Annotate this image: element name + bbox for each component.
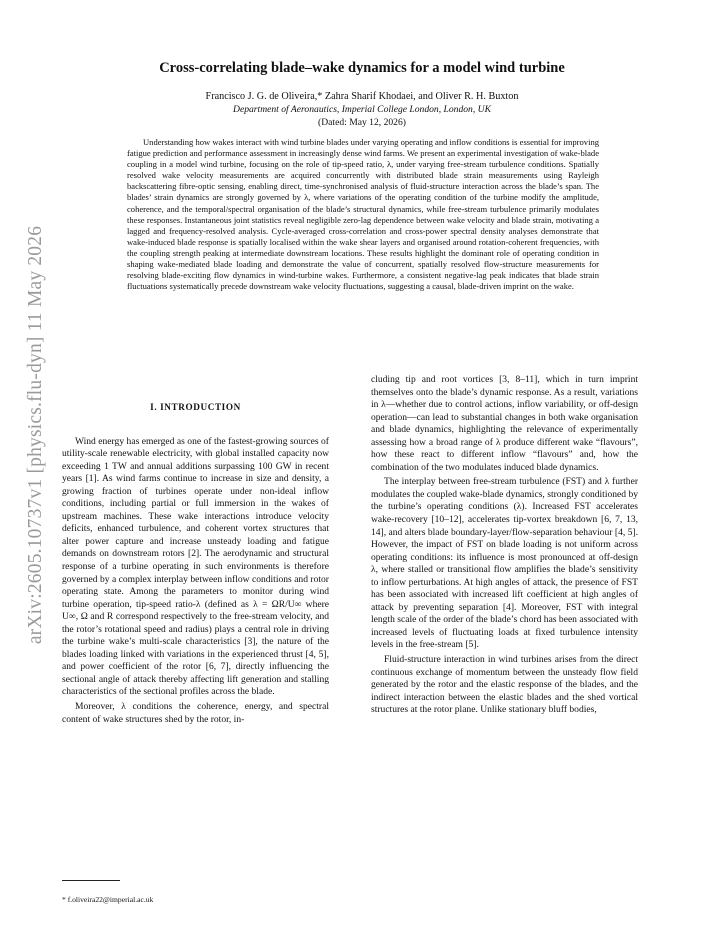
right-column xyxy=(371,374,638,717)
footnote-email: * f.oliveira22@imperial.ac.uk xyxy=(62,895,154,904)
date-line: (Dated: May 12, 2026) xyxy=(318,117,406,128)
intro-paragraph-2: Moreover, λ conditions the coherence, energy, and spectral content of wake structures shed by the rotor, in- xyxy=(62,701,329,725)
section-heading: I. INTRODUCTION xyxy=(150,402,241,412)
author-list: Francisco J. G. de Oliveira,* Zahra Sharif Khodaei, and Oliver R. H. Buxton xyxy=(205,91,519,102)
left-column xyxy=(62,401,329,726)
intro-paragraph-3: The interplay between free-stream turbulence (FST) and λ further modulates the coupled wake-blade dynamics, strongly conditioned by the turbine’s operating conditions (λ). Increased FST accelerates wake-recovery [10–12], accelerates tip-vortex breakdown [6, 7, 13, 14], and alters blade boundary-layer/flow-separation behaviour [4, 5]. However, the impact of FST on blade loading is not uniform across operating conditions: its influence is most pronounced at off-design λ, where stalled or transitional flow amplifies the blade’s sensitivity to inflow perturbations. At high angles of attack, the presence of FST has been associated with increased lift coefficient at high angles of attack by preventing separation [4]. Moreover, FST with integral length scale of the order of the blade’s chord has been associated with increased levels of fluctuating loads at fixed turbulence intensity levels in the free-stream [5]. xyxy=(371,476,638,651)
affiliation: Department of Aeronautics, Imperial College London, London, UK xyxy=(233,104,491,115)
footnote-rule xyxy=(62,880,120,881)
intro-paragraph-1: Wind energy has emerged as one of the fastest-growing sources of utility-scale renewable electricity, with global installed capacity now exceeding 1 TW and annual additions surpassing 100 GW in recent years [1]. As wind farms continue to increase in size and density, a growing fraction of turbines operate under non-ideal inflow conditions, including partial or full immersion in the wakes of upstream machines. These wake interactions introduce velocity deficits, enhanced turbulence, and coherent vortex structures that alter power capture and increase unsteady loading and fatigue demands on downstream rotors [2]. The aerodynamic and structural response of a turbine operating in such environments is therefore governed by a complex interplay between inflow conditions and rotor operating state. Among the parameters to monitor during wind turbine operation, tip-speed ratio-λ (defined as λ = ΩR/U∞ where U∞, Ω and R correspond respectively to the free-stream velocity, and the rotor’s rotational speed and radius) plays a central role in driving the turbine wake’s multi-scale characteristics [3], the nature of the blades loading linked with variations in the experienced thrust [4, 5], and power coefficient of the rotor [6, 7], directly influencing the sectional angle of attack thereby affecting lift generation and stalling characteristics of the sectional profiles across the blade. xyxy=(62,435,329,698)
intro-paragraph-4: Fluid-structure interaction in wind turbines arises from the direct continuous exchange of momentum between the unsteady flow field generated by the rotor and the elastic response of the blades, and the indirect interaction between the elastic blades and the shed vortical structures at the rotor plane. Unlike stationary bluff bodies, xyxy=(371,654,638,716)
intro-paragraph-2-cont: cluding tip and root vortices [3, 8–11], which in turn imprint themselves onto the blade’s dynamic response. As a result, variations in λ—whether due to control actions, inflow variability, or off-design operation—can lead to substantial changes in both wake organisation and blade dynamics, highlighting the relevance of experimentally assessing how a broad range of λ produce different wake “flavours”, how these react to different inflow “flavours” and, how the combination of the two modulates induced blade dynamics. xyxy=(371,374,638,473)
paper-title: Cross-correlating blade–wake dynamics for a model wind turbine xyxy=(159,60,565,76)
arxiv-stamp xyxy=(8,225,64,645)
arxiv-stamp-text: arXiv:2605.10737v1 [physics.flu-dyn] 11 May 2026 xyxy=(25,225,46,645)
abstract: Understanding how wakes interact with wind turbine blades under varying operating and inflow conditions is essential for improving fatigue prediction and performance assessment in increasingly dense wind farms. We present an experimental investigation of wake-blade coupling in a model wind turbine, focusing on the role of tip-speed ratio, λ, under varying free-stream turbulence conditions. Spatially resolved wake velocity measurements are acquired concurrently with distributed blade strain measurements using Rayleigh backscattering fibre-optic sensing, enabling direct, time-synchronised analysis of fluid-structure interaction across the blade’s span. The blades’ strain dynamics are strongly governed by λ, where variations of the operating condition of the turbine modify the amplitude, coherence, and the temporal/spectral organisation of the blade’s structural dynamics, while free-stream turbulence primarily modulates these responses. Instantaneous joint statistics reveal negligible zero-lag dependence between wake velocity and blade strain, motivating a lagged and frequency-resolved analysis. Cycle-averaged cross-correlation and cross-power spectral density analyses demonstrate that wake-induced blade response is spatially localised within the wake shear layers and organised around rotation-coherent frequencies, with the coupling strength peaking at intermediate downstream locations. These results highlight the dominant role of operating condition in shaping wake-mediated blade loading and demonstrate the value of concurrent, spatially resolved flow-structure measurements for resolving blade-exciting flow dynamics in wind-turbine wakes. Furthermore, a consistent negative-lag peak indicates that blade strain fluctuations systematically precede downstream wake velocity fluctuations, suggesting a causal, blade-driven imprint on the wake. xyxy=(127,137,599,292)
